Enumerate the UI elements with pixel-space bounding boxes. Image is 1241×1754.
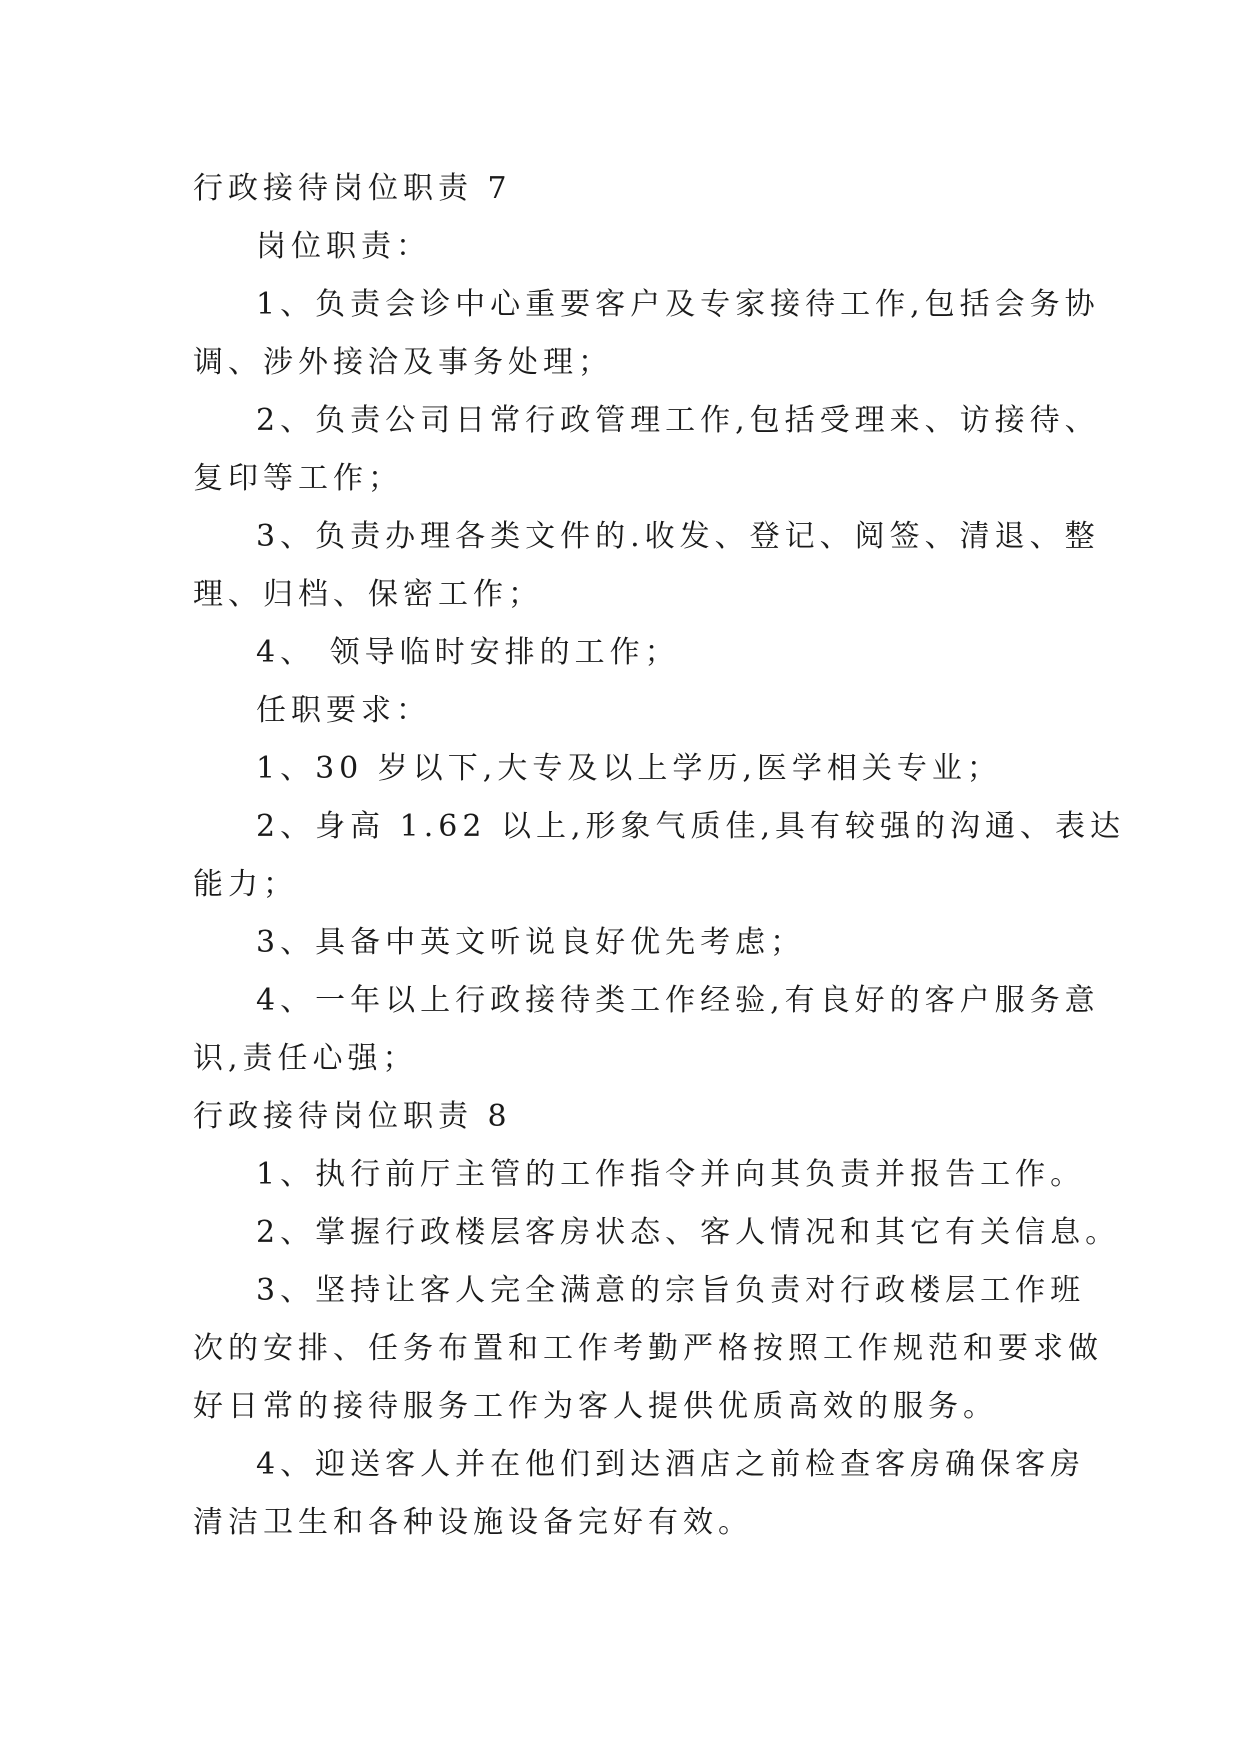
- duty-1-line-2: 调、涉外接洽及事务处理；: [193, 345, 613, 380]
- requirement-2-line-1: 2、身高 1.62 以上,形象气质佳,具有较强的沟通、表达: [256, 809, 1126, 844]
- item-2-line-1: 2、掌握行政楼层客房状态、客人情况和其它有关信息。: [256, 1215, 1121, 1250]
- requirement-3-line-1: 3、具备中英文听说良好优先考虑；: [256, 925, 806, 960]
- requirement-1-line-1: 1、30 岁以下,大专及以上学历,医学相关专业；: [256, 751, 1002, 786]
- item-4-line-1: 4、迎送客人并在他们到达酒店之前检查客房确保客房: [256, 1447, 1086, 1482]
- requirement-4-line-2: 识,责任心强；: [193, 1041, 418, 1076]
- item-3-line-2: 次的安排、任务布置和工作考勤严格按照工作规范和要求做: [193, 1331, 1103, 1366]
- duty-3-line-2: 理、归档、保密工作；: [193, 577, 543, 612]
- duty-3-line-1: 3、负责办理各类文件的.收发、登记、阅签、清退、整: [256, 519, 1100, 554]
- section-8-title: 行政接待岗位职责 8: [193, 1099, 512, 1134]
- item-3-line-3: 好日常的接待服务工作为客人提供优质高效的服务。: [193, 1389, 998, 1424]
- requirement-4-line-1: 4、一年以上行政接待类工作经验,有良好的客户服务意: [256, 983, 1100, 1018]
- duty-4-line-1: 4、 领导临时安排的工作；: [256, 635, 680, 670]
- duty-2-line-1: 2、负责公司日常行政管理工作,包括受理来、访接待、: [256, 403, 1100, 438]
- requirements-label: 任职要求：: [256, 693, 431, 728]
- section-7-title: 行政接待岗位职责 7: [193, 171, 512, 206]
- document-page: [193, 160, 1126, 1552]
- duties-label: 岗位职责：: [256, 229, 431, 264]
- item-1-line-1: 1、执行前厅主管的工作指令并向其负责并报告工作。: [256, 1157, 1086, 1192]
- item-4-line-2: 清洁卫生和各种设施设备完好有效。: [193, 1505, 753, 1540]
- duty-2-line-2: 复印等工作；: [193, 461, 403, 496]
- duty-1-line-1: 1、负责会诊中心重要客户及专家接待工作,包括会务协: [256, 287, 1100, 322]
- requirement-2-line-2: 能力；: [193, 867, 298, 902]
- item-3-line-1: 3、坚持让客人完全满意的宗旨负责对行政楼层工作班: [256, 1273, 1086, 1308]
